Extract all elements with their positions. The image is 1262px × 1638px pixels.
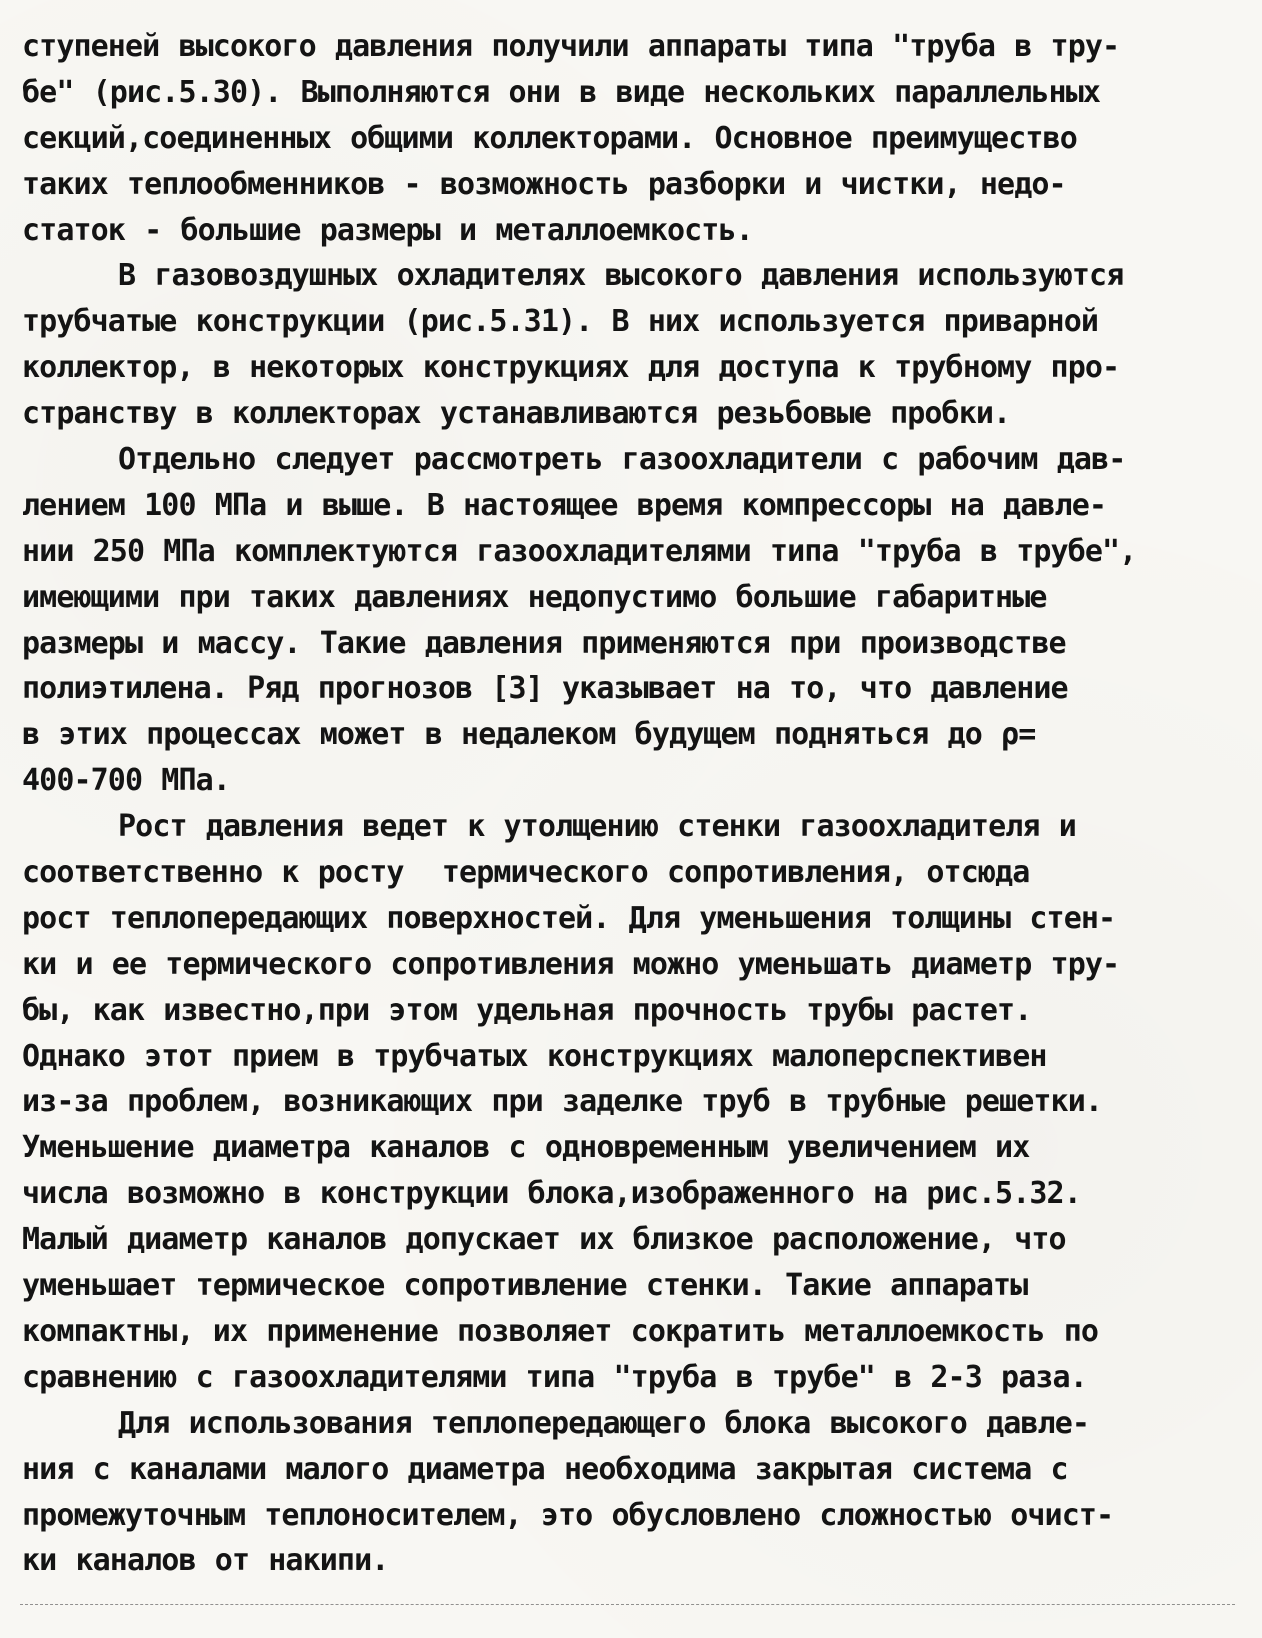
text-line: ступеней высокого давления получили аппараты типа "труба в тру- [22, 29, 1120, 64]
text-line: Уменьшение диаметра каналов с одновременным увеличением их [22, 1130, 1030, 1166]
text-line: секций,соединенных общими коллекторами. Основное преимущество [22, 120, 1077, 156]
text-line: компактны, их применение позволяет сократить металлоемкость по [22, 1313, 1099, 1349]
text-line: таких теплообменников - возможность разборки и чистки, недо- [22, 166, 1066, 202]
text-line: рост теплопередающих поверхностей. Для уменьшения толщины стен- [22, 900, 1116, 936]
text-line: полиэтилена. Ряд прогнозов [3] указывает на то, что давление [22, 671, 1068, 707]
text-line: лением 100 МПа и выше. В настоящее время компрессоры на давле- [22, 487, 1107, 523]
text-line: соответственно к росту термического сопротивления, отсюда [22, 855, 1030, 891]
body-text [22, 24, 1232, 1584]
text-line: имеющими при таких давлениях недопустимо большие габаритные [22, 579, 1047, 615]
text-line: из-за проблем, возникающих при заделке труб в трубные решетки. [22, 1084, 1103, 1120]
paragraph-start-line: В газовоздушных охладителях высокого давления используются [118, 258, 1124, 294]
text-line: Малый диаметр каналов допускает их близкое расположение, что [22, 1222, 1066, 1258]
text-line: промежуточным теплоносителем, это обусловлено сложностью очист- [22, 1497, 1114, 1533]
text-line: статок - большие размеры и металлоемкость. [22, 212, 753, 248]
text-line: числа возможно в конструкции блока,изображенного на рис.5.32. [22, 1176, 1081, 1212]
text-line: бы, как известно,при этом удельная прочность трубы растет. [22, 992, 1032, 1028]
text-line: сравнению с газоохладителями типа "труба в трубе" в 2-3 раза. [22, 1359, 1087, 1395]
page-bottom-divider [20, 1604, 1235, 1605]
text-line: уменьшает термическое сопротивление стенки. Такие аппараты [22, 1268, 1028, 1304]
text-line: нии 250 МПа комплектуются газоохладителями типа "труба в трубе", [22, 533, 1137, 569]
text-line: трубчатые конструкции (рис.5.31). В них используется приварной [22, 304, 1099, 340]
text-line: бе" (рис.5.30). Выполняются они в виде нескольких параллельных [22, 74, 1101, 110]
paragraph-start-line: Для использования теплопередающего блока высокого давле- [118, 1405, 1090, 1441]
text-line: Однако этот прием в трубчатых конструкциях малоперспективен [22, 1038, 1047, 1074]
text-line: странству в коллекторах устанавливаются резьбовые пробки. [22, 396, 1011, 432]
text-line: в этих процессах может в недалеком будущем подняться до ρ= [22, 717, 1036, 753]
text-line: коллектор, в некоторых конструкциях для доступа к трубному про- [22, 350, 1120, 386]
paragraph-start-line: Рост давления ведет к утолщению стенки газоохладителя и [118, 809, 1076, 845]
text-line: ки каналов от накипи. [22, 1543, 389, 1579]
text-line: ки и ее термического сопротивления можно уменьшать диаметр тру- [22, 946, 1120, 982]
text-line: ния с каналами малого диаметра необходима закрытая система с [22, 1451, 1068, 1487]
text-line: размеры и массу. Такие давления применяются при производстве [22, 625, 1066, 661]
text-line: 400-700 МПа. [22, 763, 230, 799]
paragraph-start-line: Отдельно следует рассмотреть газоохладители с рабочим дав- [118, 442, 1126, 478]
